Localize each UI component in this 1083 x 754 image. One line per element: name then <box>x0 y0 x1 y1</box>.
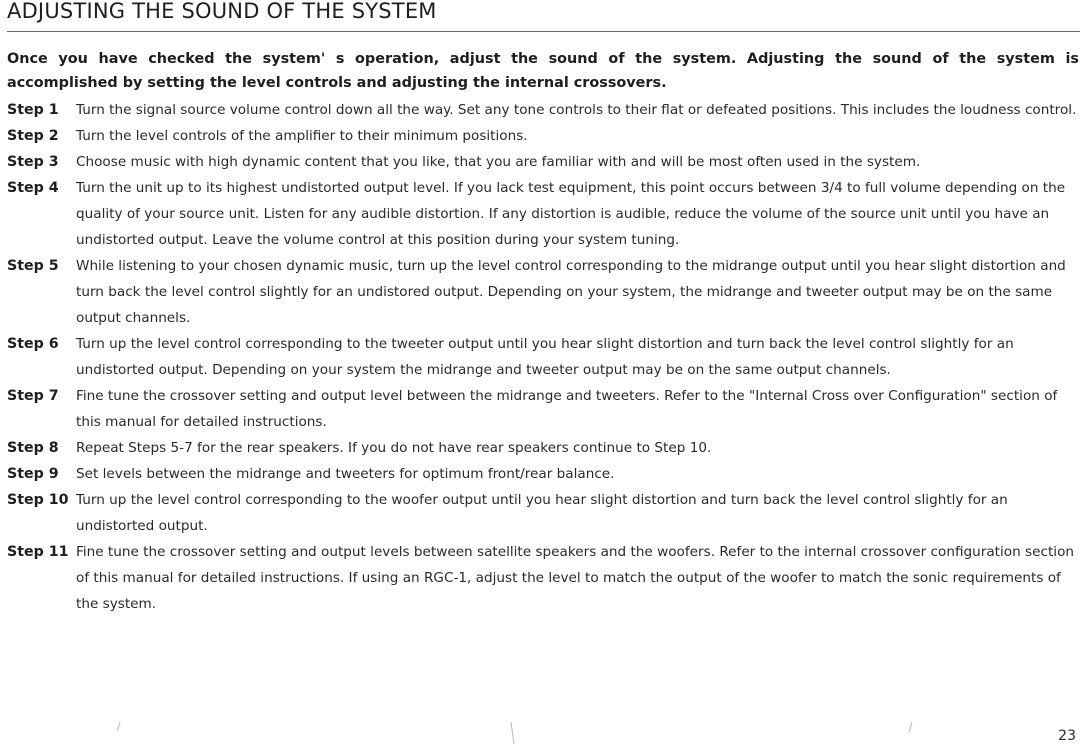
step-text: Turn the level controls of the amplifier to their minimum positions. <box>76 128 528 144</box>
step-item <box>7 123 1080 149</box>
page-number: 23 <box>1058 728 1076 744</box>
step-label: Step 3 <box>7 154 59 170</box>
step-item <box>7 487 1080 539</box>
step-item <box>7 97 1080 123</box>
step-text: Turn the unit up to its highest undistorted output level. If you lack test equipment, this point occurs between 3/4 to full volume depending on the quality of your source unit. Listen for any audible distortion. If any distortion is audible, reduce the volume of the source unit until you have an undistorted output. Leave the volume control at this position during your system tuning. <box>76 180 1066 248</box>
step-label: Step 11 <box>7 544 69 560</box>
step-label: Step 8 <box>7 440 59 456</box>
step-text: Fine tune the crossover setting and output levels between satellite speakers and the woofers. Refer to the internal crossover configuration section of this manual for detailed instructions. If using an RGC-1, adjust the level to match the output of the woofer to match the sonic requirements of the system. <box>76 544 1074 612</box>
step-item <box>7 461 1080 487</box>
step-label: Step 2 <box>7 128 59 144</box>
step-text: Set levels between the midrange and tweeters for optimum front/rear balance. <box>76 466 615 482</box>
step-label: Step 5 <box>7 258 59 274</box>
scan-mark <box>510 722 514 744</box>
step-label: Step 1 <box>7 102 59 118</box>
step-text: Turn up the level control corresponding to the tweeter output until you hear slight distortion and turn back the level control slightly for an undistorted output. Depending on your system the midrange and tweeter output may be on the same output channels. <box>76 336 1014 378</box>
page-title: ADJUSTING THE SOUND OF THE SYSTEM <box>7 0 437 23</box>
step-item <box>7 253 1080 331</box>
step-text: Repeat Steps 5-7 for the rear speakers. If you do not have rear speakers continue to Step 10. <box>76 440 712 456</box>
step-label: Step 6 <box>7 336 59 352</box>
step-text: Fine tune the crossover setting and output level between the midrange and tweeters. Refer to the "Internal Cross over Configuration" section of this manual for detailed instructions. <box>76 388 1058 430</box>
title-divider <box>7 31 1080 32</box>
step-label: Step 9 <box>7 466 59 482</box>
step-text: Turn up the level control corresponding to the woofer output until you hear slight distortion and turn back the level control slightly for an undistorted output. <box>76 492 1008 534</box>
step-item <box>7 331 1080 383</box>
step-label: Step 4 <box>7 180 59 196</box>
step-item <box>7 383 1080 435</box>
step-text: Choose music with high dynamic content that you like, that you are familiar with and will be most often used in the system. <box>76 154 921 170</box>
step-item <box>7 435 1080 461</box>
step-list <box>7 97 1080 617</box>
step-label: Step 7 <box>7 388 59 404</box>
intro-paragraph: Once you have checked the system' s operation, adjust the sound of the system. Adjusting the sound of the system is accomplished by setting the level controls and adjusting the internal crossovers. <box>7 51 1079 91</box>
step-label: Step 10 <box>7 492 69 508</box>
scan-mark <box>909 722 913 732</box>
step-item <box>7 175 1080 253</box>
step-text: Turn the signal source volume control down all the way. Set any tone controls to their flat or defeated positions. This includes the loudness control. <box>76 102 1077 118</box>
scan-mark <box>116 722 120 731</box>
step-item <box>7 149 1080 175</box>
step-text: While listening to your chosen dynamic music, turn up the level control corresponding to the midrange output until you hear slight distortion and turn back the level control slightly for an undistored output. Depending on your system, the midrange and tweeter output may be on the same output channels. <box>76 258 1066 326</box>
step-item <box>7 539 1080 617</box>
